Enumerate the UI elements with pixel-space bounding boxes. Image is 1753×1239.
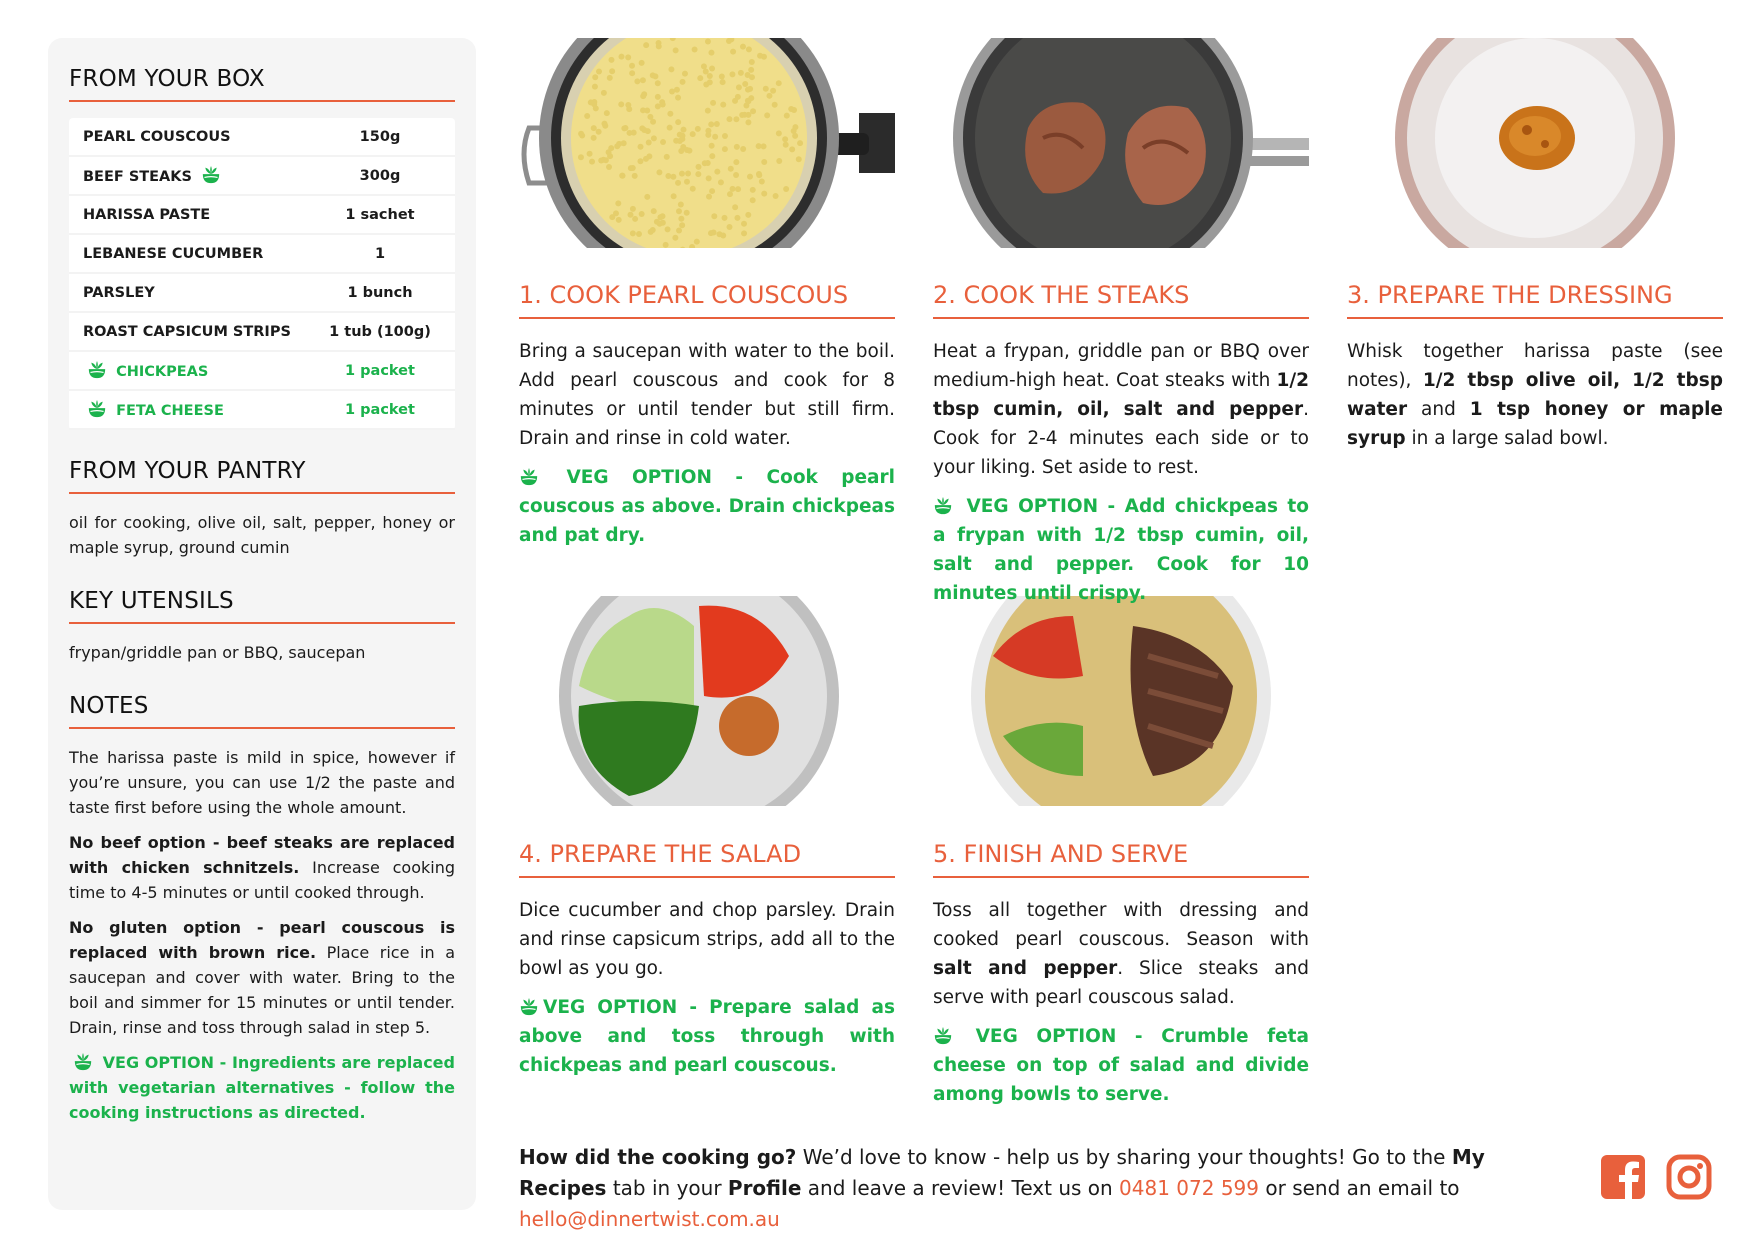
footer-text-c: and leave a review! Text us on: [801, 1176, 1120, 1200]
step-3-text-c: in a large salad bowl.: [1405, 428, 1609, 449]
footer-text-d: or send an email to: [1259, 1176, 1460, 1200]
notes-no-gluten-text: Place rice in a saucepan and cover with water. Bring to the boil and simmer for 15 minutes or until tender. Drain, rinse and toss through salad in step 5.: [69, 943, 456, 1037]
step-3-text: [1347, 337, 1723, 453]
step-1-text: Bring a saucepan with water to the boil. Add pearl couscous and cook for 8 minutes or until tender but still firm. Drain and rinse in cold water.: [519, 341, 895, 449]
ingredient-row: [69, 235, 455, 274]
step-5-veg: [933, 1022, 1309, 1109]
ingredient-row: [69, 118, 455, 157]
footer-my-recipes: My Recipes: [519, 1145, 1485, 1200]
step-4-veg-text: VEG OPTION - Prepare salad as above and toss through with chickpeas and pearl couscous.: [519, 997, 895, 1076]
notes-no-gluten: [69, 915, 455, 1040]
step-3-text-b: and: [1407, 399, 1470, 420]
leaf-icon: [933, 1027, 953, 1045]
step-2-text: [933, 337, 1309, 482]
footer-phone-link[interactable]: 0481 072 599: [1119, 1176, 1260, 1200]
steaks-pan-photo: [933, 38, 1309, 248]
step-5-text-a: Toss all together with dressing and cooked pearl couscous. Season with: [933, 900, 1309, 950]
ingredient-row: [69, 196, 455, 235]
step-1-title: 1. COOK PEARL COUSCOUS: [519, 281, 895, 319]
utensils-section: [69, 588, 455, 665]
facebook-icon[interactable]: [1600, 1154, 1646, 1200]
step-2-veg-text: VEG OPTION - Add chickpeas to a frypan with 1/2 tbsp cumin, oil, salt and pepper. Cook for 10 minutes until crispy.: [933, 496, 1309, 604]
ingredient-name: ROAST CAPSICUM STRIPS: [83, 323, 291, 340]
ingredient-row: [69, 391, 455, 430]
step-2-veg: [933, 492, 1309, 608]
notes-no-beef: [69, 830, 455, 905]
leaf-icon: [519, 468, 539, 486]
ingredient-name-cell: [69, 313, 305, 352]
step-5-text-bold: salt and pepper: [933, 958, 1118, 979]
ingredients-table: [69, 118, 455, 430]
step-3-title: 3. PREPARE THE DRESSING: [1347, 281, 1723, 319]
step-3-text-bold-b: 1 tsp honey or maple syrup: [1347, 399, 1723, 449]
step-5: [933, 840, 1309, 1109]
notes-no-gluten-bold: No gluten option - pearl couscous is replaced with brown rice.: [69, 918, 455, 962]
ingredient-qty: 1 packet: [305, 352, 455, 391]
salad-bowl-photo: [519, 596, 895, 806]
ingredient-name-cell: [69, 157, 305, 196]
step-5-text-b: . Slice steaks and serve with pearl couscous salad.: [933, 958, 1309, 1008]
notes-section: [69, 693, 455, 1125]
ingredient-name-cell: [69, 352, 305, 391]
ingredient-row: [69, 157, 455, 196]
leaf-icon: [87, 400, 107, 418]
notes-veg-text: VEG OPTION - Ingredients are replaced with vegetarian alternatives - follow the cooking instructions as directed.: [69, 1053, 455, 1122]
ingredient-qty: 1 tub (100g): [305, 313, 455, 352]
footer-text-b: tab in your: [606, 1176, 728, 1200]
step-3-text-a: Whisk together harissa paste (see notes),: [1347, 341, 1723, 391]
footer-email-link[interactable]: hello@dinnertwist.com.au: [519, 1207, 780, 1231]
ingredient-qty: 1 sachet: [305, 196, 455, 235]
footer-question: How did the cooking go?: [519, 1145, 797, 1169]
step-2: [933, 281, 1309, 608]
served-salad-photo: [933, 596, 1309, 806]
ingredient-row: [69, 352, 455, 391]
step-5-veg-text: VEG OPTION - Crumble feta cheese on top of salad and divide among bowls to serve.: [933, 1026, 1310, 1105]
step-3: [1347, 281, 1723, 463]
leaf-icon: [519, 998, 539, 1016]
leaf-icon: [933, 497, 953, 515]
step-1-veg-text: VEG OPTION - Cook pearl couscous as above. Drain chickpeas and pat dry.: [519, 467, 895, 546]
from-your-box-heading: FROM YOUR BOX: [69, 66, 455, 102]
ingredient-name: FETA CHEESE: [116, 403, 224, 419]
ingredient-qty: 300g: [305, 157, 455, 196]
ingredients-sidebar: [48, 38, 476, 1210]
footer-profile: Profile: [727, 1176, 802, 1200]
ingredient-name: LEBANESE CUCUMBER: [83, 245, 264, 262]
step-1: [519, 281, 895, 550]
step-4-veg: [519, 993, 895, 1080]
step-4-text: Dice cucumber and chop parsley. Drain and rinse capsicum strips, add all to the bowl as you go.: [519, 900, 895, 979]
step-2-text-bold: 1/2 tbsp cumin, oil, salt and pepper: [933, 370, 1309, 420]
notes-no-beef-text: Increase cooking time to 4-5 minutes or until cooked through.: [69, 858, 455, 902]
ingredient-name-cell: [69, 196, 305, 235]
ingredient-qty: 1 packet: [305, 391, 455, 430]
step-4-title: 4. PREPARE THE SALAD: [519, 840, 895, 878]
feedback-footer: [519, 1142, 1579, 1235]
from-your-pantry-heading: FROM YOUR PANTRY: [69, 458, 455, 494]
ingredient-name: CHICKPEAS: [116, 364, 209, 380]
step-2-text-b: . Cook for 2-4 minutes each side or to your liking. Set aside to rest.: [933, 399, 1309, 478]
ingredient-qty: 150g: [305, 118, 455, 157]
notes-no-beef-bold: No beef option - beef steaks are replaced with chicken schnitzels.: [69, 833, 455, 877]
couscous-strainer-photo: [519, 38, 895, 248]
ingredient-name-cell: [69, 235, 305, 274]
ingredient-name-cell: [69, 391, 305, 430]
step-5-title: 5. FINISH AND SERVE: [933, 840, 1309, 878]
ingredient-name: BEEF STEAKS: [83, 169, 192, 185]
step-3-text-bold-a: 1/2 tbsp olive oil, 1/2 tbsp water: [1347, 370, 1724, 420]
pantry-text: oil for cooking, olive oil, salt, pepper, honey or maple syrup, ground cumin: [69, 513, 455, 557]
utensils-text: frypan/griddle pan or BBQ, saucepan: [69, 643, 366, 662]
leaf-icon: [87, 361, 107, 379]
leaf-icon: [201, 166, 221, 184]
ingredient-name-cell: [69, 274, 305, 313]
pantry-section: [69, 458, 455, 560]
ingredient-row: [69, 313, 455, 352]
footer-text-a: We’d love to know - help us by sharing your thoughts! Go to the: [796, 1145, 1452, 1169]
leaf-icon: [73, 1053, 93, 1071]
step-1-veg: [519, 463, 895, 550]
ingredient-name: PEARL COUSCOUS: [83, 128, 231, 145]
step-2-title: 2. COOK THE STEAKS: [933, 281, 1309, 319]
ingredient-row: [69, 274, 455, 313]
ingredient-name: HARISSA PASTE: [83, 206, 211, 223]
instagram-icon[interactable]: [1666, 1154, 1712, 1200]
ingredient-name: PARSLEY: [83, 284, 155, 301]
step-2-text-a: Heat a frypan, griddle pan or BBQ over medium-high heat. Coat steaks with: [933, 341, 1309, 391]
ingredient-name-cell: [69, 118, 305, 157]
ingredient-qty: 1: [305, 235, 455, 274]
notes-heading: NOTES: [69, 693, 455, 729]
notes-harissa: The harissa paste is mild in spice, however if you’re unsure, you can use 1/2 the paste and taste first before using the whole amount.: [69, 748, 455, 817]
key-utensils-heading: KEY UTENSILS: [69, 588, 455, 624]
ingredient-qty: 1 bunch: [305, 274, 455, 313]
step-5-text: [933, 896, 1309, 1012]
dressing-bowl-photo: [1347, 38, 1723, 248]
notes-veg-option: [69, 1050, 455, 1125]
step-4: [519, 840, 895, 1080]
